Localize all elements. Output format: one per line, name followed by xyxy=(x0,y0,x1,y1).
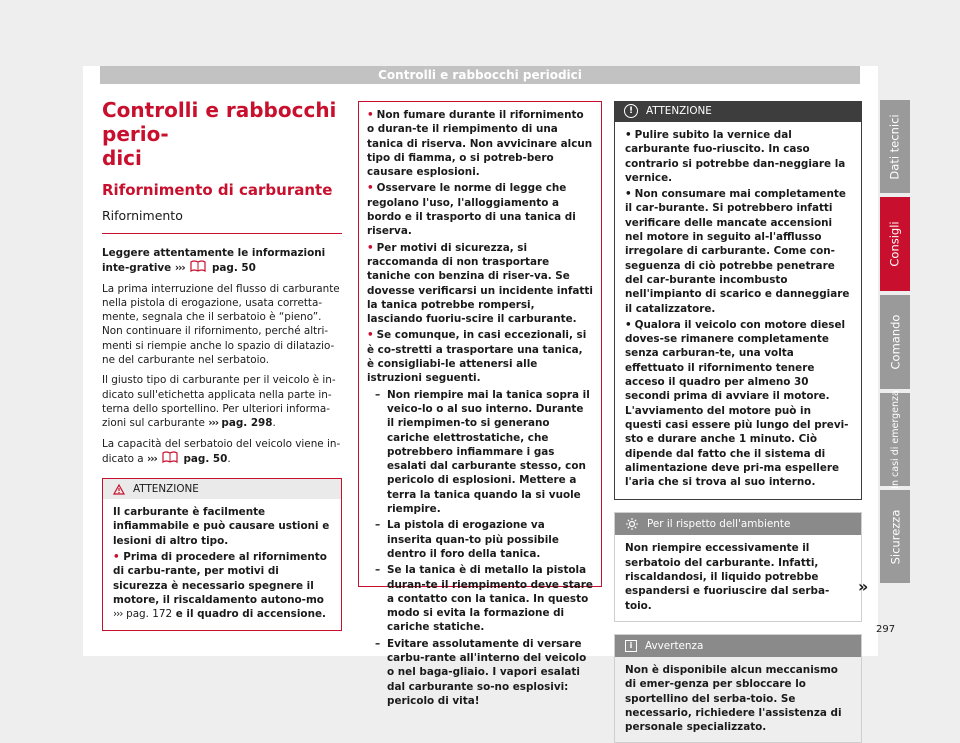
paragraph: La prima interruzione del flusso di carburante nella pistola di erogazione, usata corretta-mente, segnala che il serbatoio è “pieno”. Non continuare il rifornimento, perché altri-menti si riempie anche lo spazio di dilatazio-ne del carburante nel serbatoio. xyxy=(102,282,340,367)
note-box xyxy=(614,634,862,743)
page-number: 297 xyxy=(876,624,896,635)
list-item: • Non consumare mai completamente il car-burante. Si potrebbero infatti verificare delle mancate accensioni nel motore in seguito al-l'afflusso irregolare di carburante. Come con-seguenza di ciò potrebbe penetrare del car-burante incombusto nell'impianto di scarico e danneggiare il catalizzatore. xyxy=(625,188,850,315)
page-link[interactable]: pag. 172 xyxy=(126,608,173,621)
tab-dati-tecnici[interactable]: Dati tecnici xyxy=(880,100,910,193)
environment-icon xyxy=(625,517,639,531)
paragraph: La capacità del serbatoio del veicolo viene in-dicato a ››› pag. 50. xyxy=(102,437,341,465)
tab-sicurezza[interactable]: Sicurezza xyxy=(880,490,910,583)
running-header: Controlli e rabbocchi periodici xyxy=(100,66,860,84)
list-item: • Pulire subito la vernice dal carburante fuo-riuscito. In caso contrario si potrebbe dan-neggiare la vernice. xyxy=(625,129,846,184)
warning-box-dark xyxy=(614,101,862,500)
warning-box-continued xyxy=(358,101,602,707)
book-icon xyxy=(162,451,178,463)
tab-comando[interactable]: Comando xyxy=(880,295,910,389)
note-header: i Avvertenza xyxy=(615,635,861,657)
info-icon: ! xyxy=(624,104,638,118)
warning-body xyxy=(614,121,862,500)
column-3 xyxy=(614,101,862,743)
subtitle: Rifornimento di carburante xyxy=(102,181,333,199)
list-item: • Non fumare durante il rifornimento o duran-te il riempimento di una tanica di riserva. Non avvicinare alcun tipo di fiamma, o si potreb-bero causare esplosioni. xyxy=(367,109,593,179)
warning-header: ATTENZIONE xyxy=(103,479,341,499)
list-item: – Se la tanica è di metallo la pistola duran-te il riempimento deve stare a contatto con la tanica. In questo modo si evita la formazione di cariche statiche. xyxy=(375,563,593,634)
environment-header: Per il rispetto dell'ambiente xyxy=(615,513,861,535)
page-title: Controlli e rabbocchi perio- dici xyxy=(102,98,337,170)
list-item: • Se comunque, in casi eccezionali, si è co-stretti a trasportare una tanica, è consigliabi-le attenersi alle istruzioni seguenti. xyxy=(367,329,587,385)
dash-list xyxy=(375,388,593,709)
page-link[interactable]: pag. 298 xyxy=(221,417,273,430)
note-icon: i xyxy=(625,640,637,652)
list-item: • Osservare le norme di legge che regolano l'uso, l'alloggiamento a bordo e il trasporto di una tanica di riserva. xyxy=(367,182,576,238)
tab-in-casi-di-emergenza[interactable]: In casi di emergenza xyxy=(880,393,910,486)
environment-body: Non riempire eccessivamente il serbatoio del carburante. Infatti, riscaldandosi, il liquido potrebbe espandersi e fuoriuscire dal serba-toio. xyxy=(625,542,830,612)
list-item: – Evitare assolutamente di versare carbu-rante all'interno del veicolo o nel baga-gliaio. I vapori esalati dal carburante so-no esplosivi: pericolo di vita! xyxy=(375,637,593,708)
paragraph: Il giusto tipo di carburante per il veicolo è in-dicato sull'etichetta applicata nella parte in-terna dello sportellino. Per ulteriori informa-zioni sul carburante ››› pag. 298. xyxy=(102,374,336,430)
warning-header: ! ATTENZIONE xyxy=(614,101,862,121)
section-title: Rifornimento xyxy=(102,208,342,234)
list-item: • Per motivi di sicurezza, si raccomanda di non trasportare taniche con benzina di riser-va. Se dovesse verificarsi un incidente infatti la tanica potrebbe rompersi, lasciando fuoriu-scire il carburante. xyxy=(367,241,593,326)
warning-triangle-icon xyxy=(113,484,125,495)
continue-arrow: » xyxy=(858,577,869,596)
note-body: Non è disponibile alcun meccanismo di emer-genza per sbloccare lo sportellino del serba-toio. Se necessario, richiedere l'assistenza di personale specializzato. xyxy=(625,663,842,734)
page-link[interactable]: pag. 50 xyxy=(183,452,228,465)
list-item: – Non riempire mai la tanica sopra il veico-lo o al suo interno. Durante il riempimen-to si generano cariche elettrostatiche, che potrebbero infiammare i gas esalati dal carburante stesso, con pericolo di esplosioni. Mettere a terra la tanica quando la si vuole riempire. xyxy=(375,388,593,517)
environment-box xyxy=(614,512,862,621)
list-item: – La pistola di erogazione va inserita quan-to più possibile dentro il foro della tanica. xyxy=(375,518,593,561)
book-icon xyxy=(190,260,206,272)
tab-consigli[interactable]: Consigli xyxy=(880,197,910,291)
column-1 xyxy=(102,98,342,631)
warning-box xyxy=(102,478,342,630)
list-item: • Qualora il veicolo con motore diesel doves-se rimanere completamente senza carburan-te, una volta effettuato il rifornimento tenere acceso il quadro per almeno 30 secondi prima di avviare il motore. L'avviamento del motore può in questi casi essere più lungo del previ-sto e durare anche 1 minuto. Ciò dipende dal fatto che il sistema di alimentazione deve pri-ma espellere l'aria che si trova al suo interno. xyxy=(625,318,849,489)
page-link[interactable]: pag. 50 xyxy=(211,262,256,275)
intro-paragraph: Leggere attentamente le informazioni inte-grative ››› pag. 50 xyxy=(102,247,326,275)
bullet-list xyxy=(367,108,593,386)
warning-body: Il carburante è facilmente infiammabile e può causare ustioni e lesioni di altro tipo. • Prima di procedere al rifornimento di carbu-rante, per motivi di sicurezza è necessario spegnere il motore, il riscaldamento autono-mo ››› pag. 172 e il quadro di accensione. xyxy=(113,506,330,621)
